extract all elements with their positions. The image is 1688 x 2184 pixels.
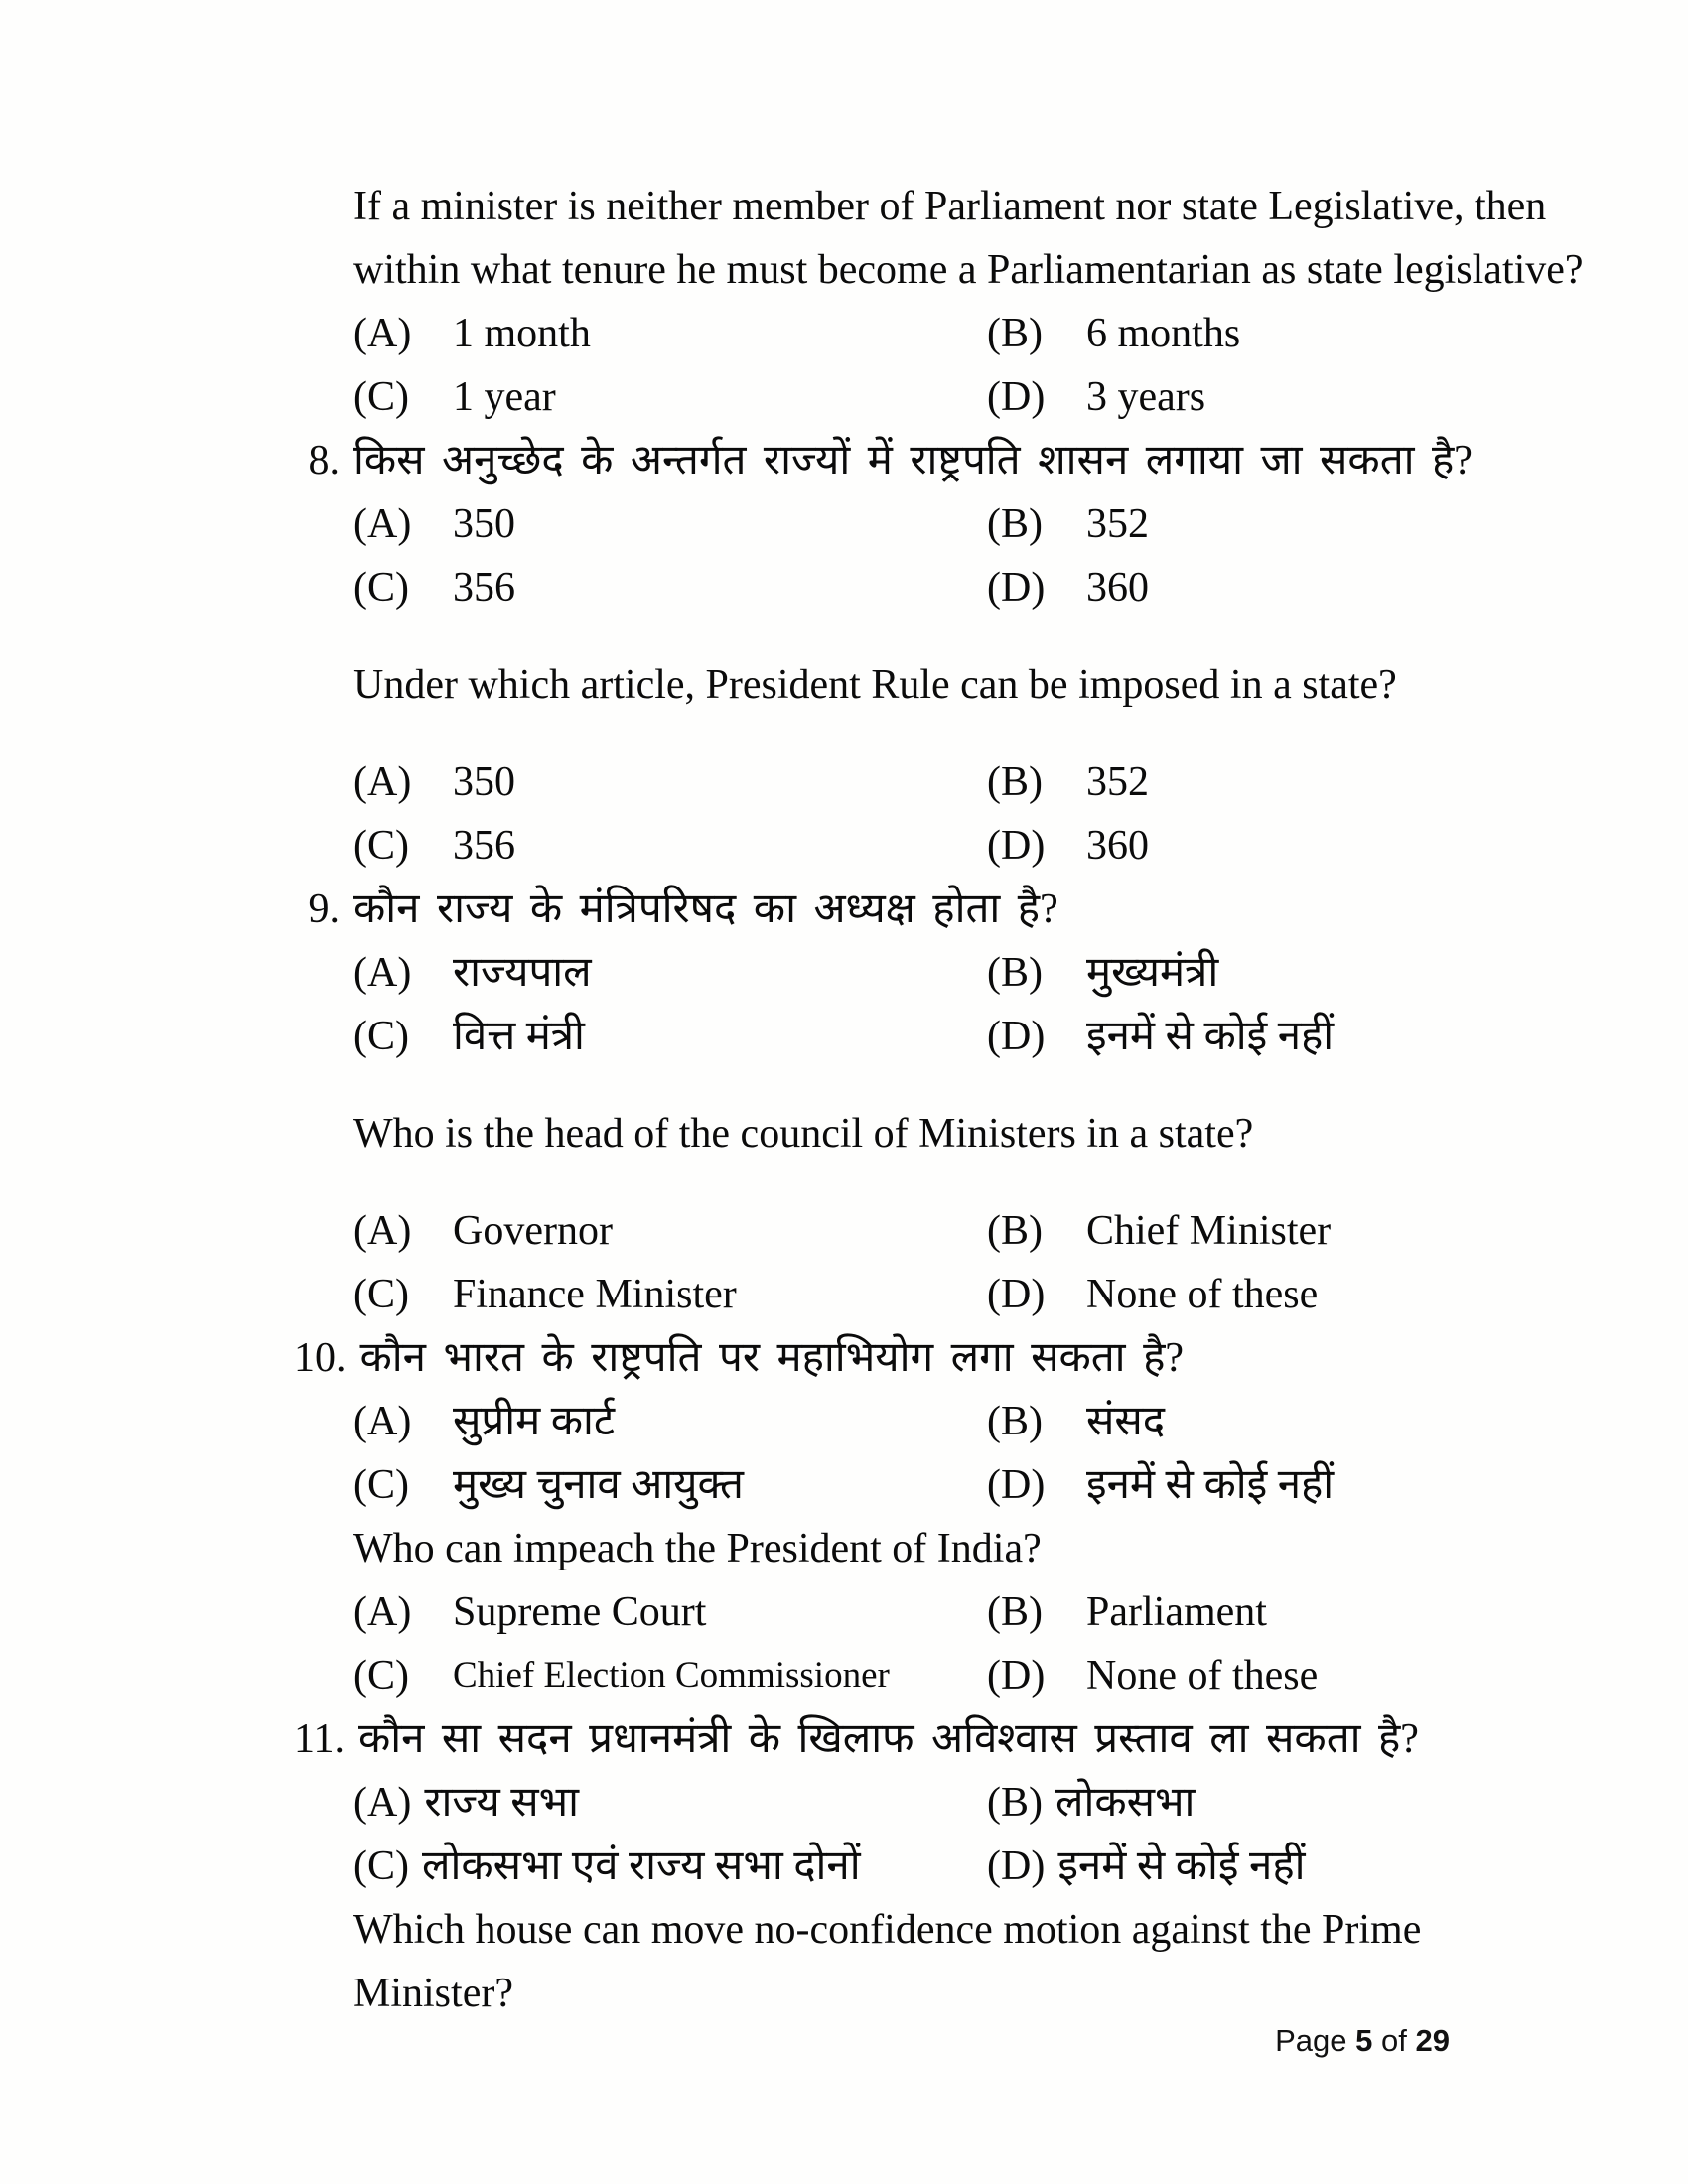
options-row [294,1005,1476,1068]
option-letter: (B) [987,759,1043,805]
option-c [353,1453,987,1517]
option-b [987,1580,1476,1644]
option-letter: (A) [353,501,412,547]
option-text: लोकसभा [1055,1780,1196,1826]
option-c [353,365,987,429]
question-number [294,653,353,717]
option-letter: (C) [353,1014,409,1059]
option-a [353,1771,987,1835]
option-a [353,492,987,556]
question-block [294,429,1476,619]
option-text: 352 [1086,759,1149,805]
option-letter: (D) [987,1462,1046,1508]
option-a [353,1199,987,1263]
option-letter: (D) [987,1272,1046,1317]
option-d [987,556,1476,619]
option-text: मुख्य चुनाव आयुक्त [453,1462,744,1508]
question-block [294,1517,1476,1707]
question-number [294,1102,353,1165]
options-row [294,1835,1476,1898]
option-b [987,751,1476,814]
option-c [353,1005,987,1068]
question-row [294,1898,1476,1962]
question-number [294,1517,353,1580]
question-line: If a minister is neither member of Parliament nor state Legislative, then [353,184,1547,229]
option-letter: (B) [987,1208,1043,1254]
option-c [353,1644,987,1707]
option-letter: (C) [353,823,409,869]
option-text: राज्य सभा [424,1780,580,1826]
question-number [294,1898,353,1962]
option-letter: (C) [353,1843,409,1889]
page-number: 5 [1355,2023,1373,2058]
option-text: Supreme Court [453,1589,707,1635]
question-number: 10. [294,1335,347,1381]
option-letter: (A) [353,759,412,805]
question-line: कौन सा सदन प्रधानमंत्री के खिलाफ अविश्वास प्रस्ताव ला सकता है? [357,1716,1419,1762]
question-row [294,238,1584,302]
option-text: लोकसभा एवं राज्य सभा दोनों [422,1843,861,1889]
question-line: Who can impeach the President of India? [353,1526,1042,1571]
question-row [294,429,1476,492]
option-text: 1 year [453,374,556,420]
question-block [294,1707,1476,1898]
option-text: 356 [453,565,515,611]
option-letter: (C) [353,1462,409,1508]
question-row [294,1102,1476,1165]
question-row [294,175,1547,238]
option-letter: (D) [987,1014,1046,1059]
option-text: 6 months [1086,311,1241,356]
option-letter: (B) [987,1780,1043,1826]
option-b [987,1199,1476,1263]
option-text: मुख्यमंत्री [1086,950,1219,996]
options-row [294,365,1476,429]
option-letter: (B) [987,501,1043,547]
option-text: 356 [453,823,515,869]
options-row [294,492,1476,556]
option-a [353,1580,987,1644]
option-letter: (B) [987,1589,1043,1635]
question-line: कौन भारत के राष्ट्रपति पर महाभियोग लगा सकता है? [359,1335,1185,1381]
option-text: 3 years [1086,374,1206,420]
option-text: Chief Minister [1086,1208,1332,1254]
page-label: Page [1275,2023,1347,2058]
option-letter: (D) [987,565,1046,611]
option-text: 1 month [453,311,591,356]
option-c [353,814,987,878]
options-row [294,751,1476,814]
option-d [987,1644,1476,1707]
question-block [294,653,1476,878]
option-letter: (A) [353,1208,412,1254]
option-d [987,1005,1476,1068]
option-b [987,1390,1476,1453]
option-letter: (D) [987,1843,1046,1889]
option-text: राज्यपाल [453,950,592,996]
question-line: किस अनुच्छेद के अन्तर्गत राज्यों में राष्ट्रपति शासन लगाया जा सकता है? [353,438,1473,483]
option-d [987,1263,1476,1326]
question-number [294,1962,353,2025]
option-letter: (A) [353,1589,412,1635]
option-b [987,492,1476,556]
option-text: None of these [1086,1653,1319,1699]
option-text: 350 [453,759,515,805]
option-letter: (A) [353,1399,412,1444]
question-row [294,1707,1476,1771]
option-letter: (B) [987,311,1043,356]
question-line: Minister? [353,1971,513,2016]
question-line: Under which article, President Rule can be imposed in a state? [353,662,1397,708]
option-text: 360 [1086,823,1149,869]
question-number: 9. [308,887,340,932]
question-block [294,878,1476,1068]
question-line: Which house can move no-confidence motion against the Prime [353,1907,1422,1953]
option-text: सुप्रीम कार्ट [453,1399,616,1444]
option-letter: (B) [987,950,1043,996]
question-line: कौन राज्य के मंत्रिपरिषद का अध्यक्ष होता है? [353,887,1058,932]
question-row [294,1962,1476,2025]
question-line: within what tenure he must become a Parliamentarian as state legislative? [353,247,1584,293]
option-letter: (A) [353,950,412,996]
question-number: 11. [294,1716,345,1762]
options-row [294,941,1476,1005]
option-text: इनमें से कोई नहीं [1057,1843,1306,1889]
page-footer [1092,2023,1450,2059]
option-letter: (D) [987,823,1046,869]
options-row [294,302,1476,365]
option-d [987,1453,1476,1517]
question-block [294,1898,1476,2025]
option-a [353,302,987,365]
option-a [353,751,987,814]
options-row [294,1263,1476,1326]
option-letter: (B) [987,1399,1043,1444]
options-row [294,1199,1476,1263]
option-b [987,302,1476,365]
option-text: इनमें से कोई नहीं [1086,1462,1335,1508]
total-pages: 29 [1415,2023,1450,2058]
option-letter: (A) [353,311,412,356]
question-row [294,878,1476,941]
question-number [294,238,353,302]
option-text: Governor [453,1208,613,1254]
question-row [294,1517,1476,1580]
question-block [294,1326,1476,1517]
question-list [294,175,1584,2025]
option-a [353,1390,987,1453]
option-c [353,1835,987,1898]
option-b [987,1771,1476,1835]
option-b [987,941,1476,1005]
option-letter: (D) [987,374,1046,420]
option-text: Finance Minister [453,1272,737,1317]
option-text: 352 [1086,501,1149,547]
option-d [987,814,1476,878]
question-number: 8. [308,438,340,483]
question-row [294,1326,1476,1390]
option-text: Chief Election Commissioner [453,1655,890,1696]
options-row [294,1390,1476,1453]
options-row [294,1771,1476,1835]
option-text: इनमें से कोई नहीं [1086,1014,1335,1059]
option-text: None of these [1086,1272,1319,1317]
option-letter: (C) [353,565,409,611]
question-number [294,175,353,238]
question-block [294,1102,1476,1326]
option-text: 350 [453,501,515,547]
options-row [294,1644,1476,1707]
option-text: संसद [1086,1399,1166,1444]
of-label: of [1381,2023,1407,2058]
question-line: Who is the head of the council of Ministers in a state? [353,1111,1254,1157]
option-c [353,556,987,619]
option-d [987,365,1476,429]
option-text: 360 [1086,565,1149,611]
option-text: Parliament [1086,1589,1267,1635]
option-letter: (A) [353,1780,412,1826]
option-c [353,1263,987,1326]
option-letter: (C) [353,1272,409,1317]
question-row [294,653,1476,717]
option-letter: (C) [353,374,409,420]
option-d [987,1835,1476,1898]
options-row [294,556,1476,619]
options-row [294,1580,1476,1644]
options-row [294,1453,1476,1517]
option-letter: (D) [987,1653,1046,1699]
option-a [353,941,987,1005]
options-row [294,814,1476,878]
option-text: वित्त मंत्री [453,1014,585,1059]
question-block [294,175,1584,429]
option-letter: (C) [353,1653,409,1699]
